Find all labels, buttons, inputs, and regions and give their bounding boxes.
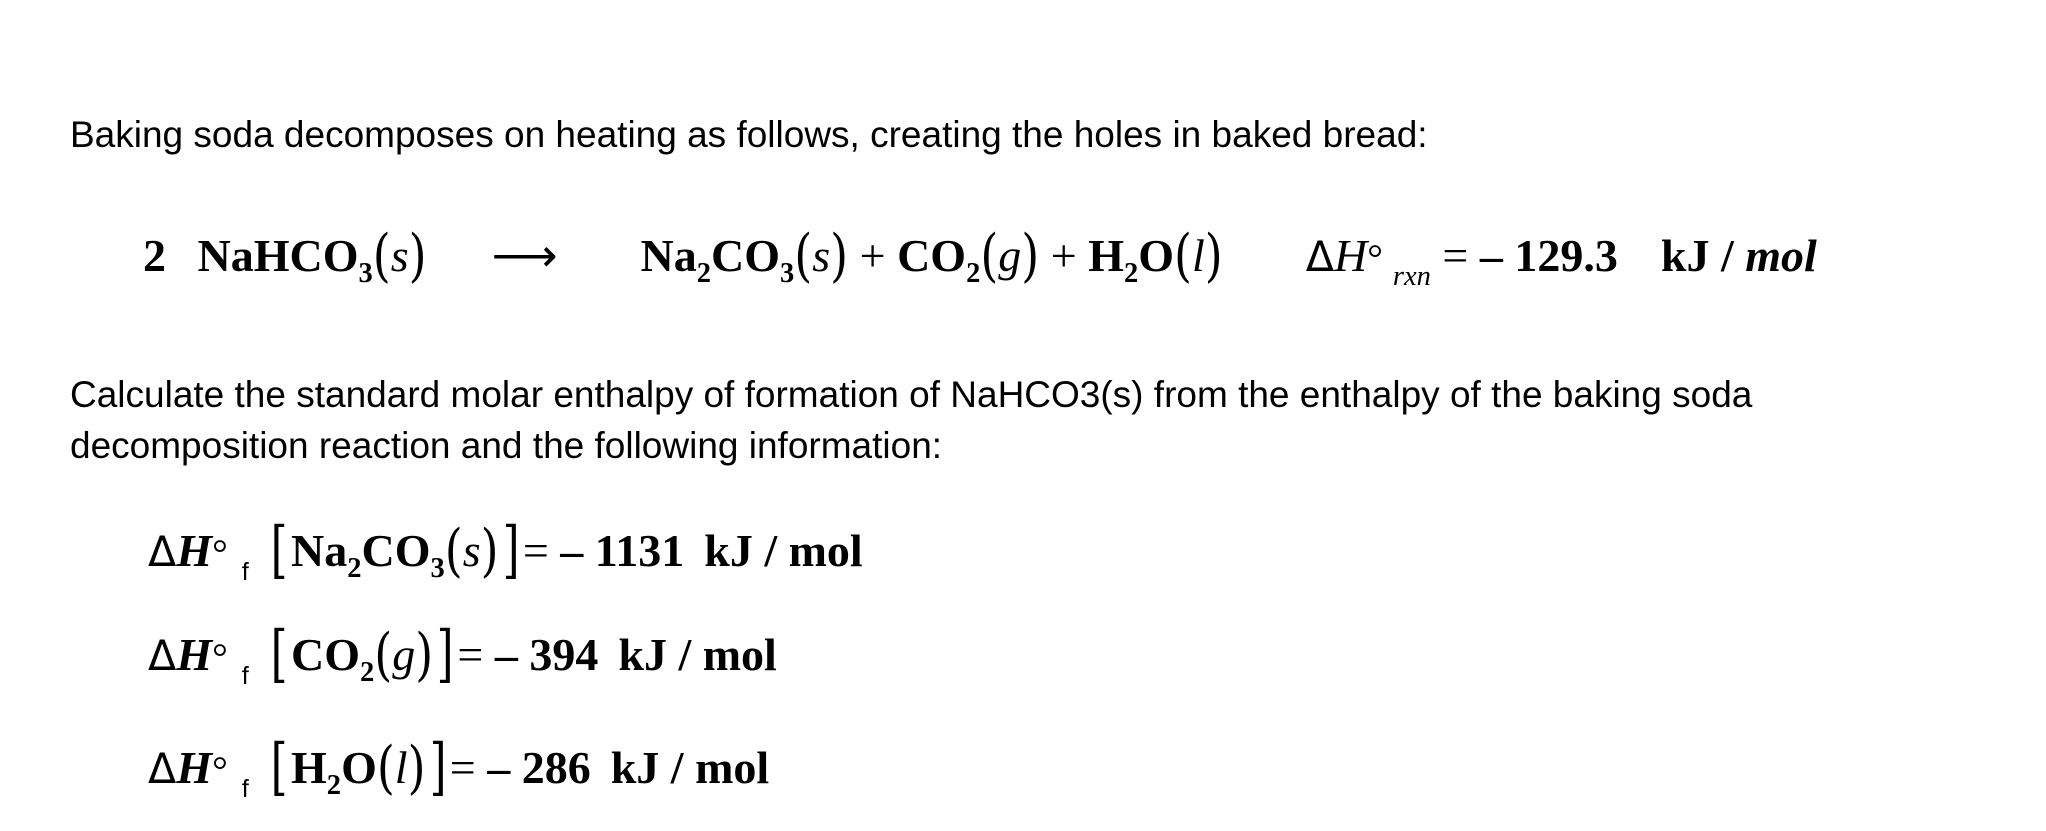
species-h2o: $H_2O(l)$ (291, 733, 426, 801)
reaction-unit: kJ / mol (1660, 230, 1817, 281)
species-na2co3: $Na_2CO_3(s)$ (291, 516, 499, 584)
product-2: $CO_2(g)$ (897, 221, 1040, 289)
formation-row-h2o: ΔH° $_f$ $[H_2O(l)]= - 286$ kJ / mol (148, 729, 770, 803)
delta-h-rxn: ΔH° $_{rxn}$ (1305, 230, 1431, 293)
product-3: $H_2O(l)$ (1088, 221, 1223, 289)
reaction-arrow: ⟶ (491, 230, 558, 281)
formation-row-co2: ΔH° $_f$ $[CO_2(g)]= - 394$ kJ / mol (148, 616, 777, 690)
formation-row-na2co3: ΔH° $_f$ $[Na_2CO_3(s)]= - 1131$ kJ / mol (148, 512, 863, 586)
question-text: Calculate the standard molar enthalpy of formation of NaHCO3(s) from the enthalpy of the baking soda decomposition reaction and the following information: (70, 374, 1753, 466)
species-co2: $CO_2(g)$ (291, 620, 434, 688)
product-1: $Na_2CO_3(s)$ (640, 221, 849, 289)
reactant-formula: NaHCO$_3$(s) (197, 221, 427, 289)
coefficient: 2 (143, 230, 166, 281)
intro-text: Baking soda decomposes on heating as follows, creating the holes in baked bread: (70, 114, 1428, 155)
reaction-value: – 129.3 (1479, 230, 1618, 281)
reaction-equation: 2 NaHCO$_3$(s) ⟶ $Na_2CO_3(s) + CO_2(g) + H_2O(l)$ ΔH° $_{rxn}$ = – 129.3 kJ / mol (143, 221, 1817, 293)
